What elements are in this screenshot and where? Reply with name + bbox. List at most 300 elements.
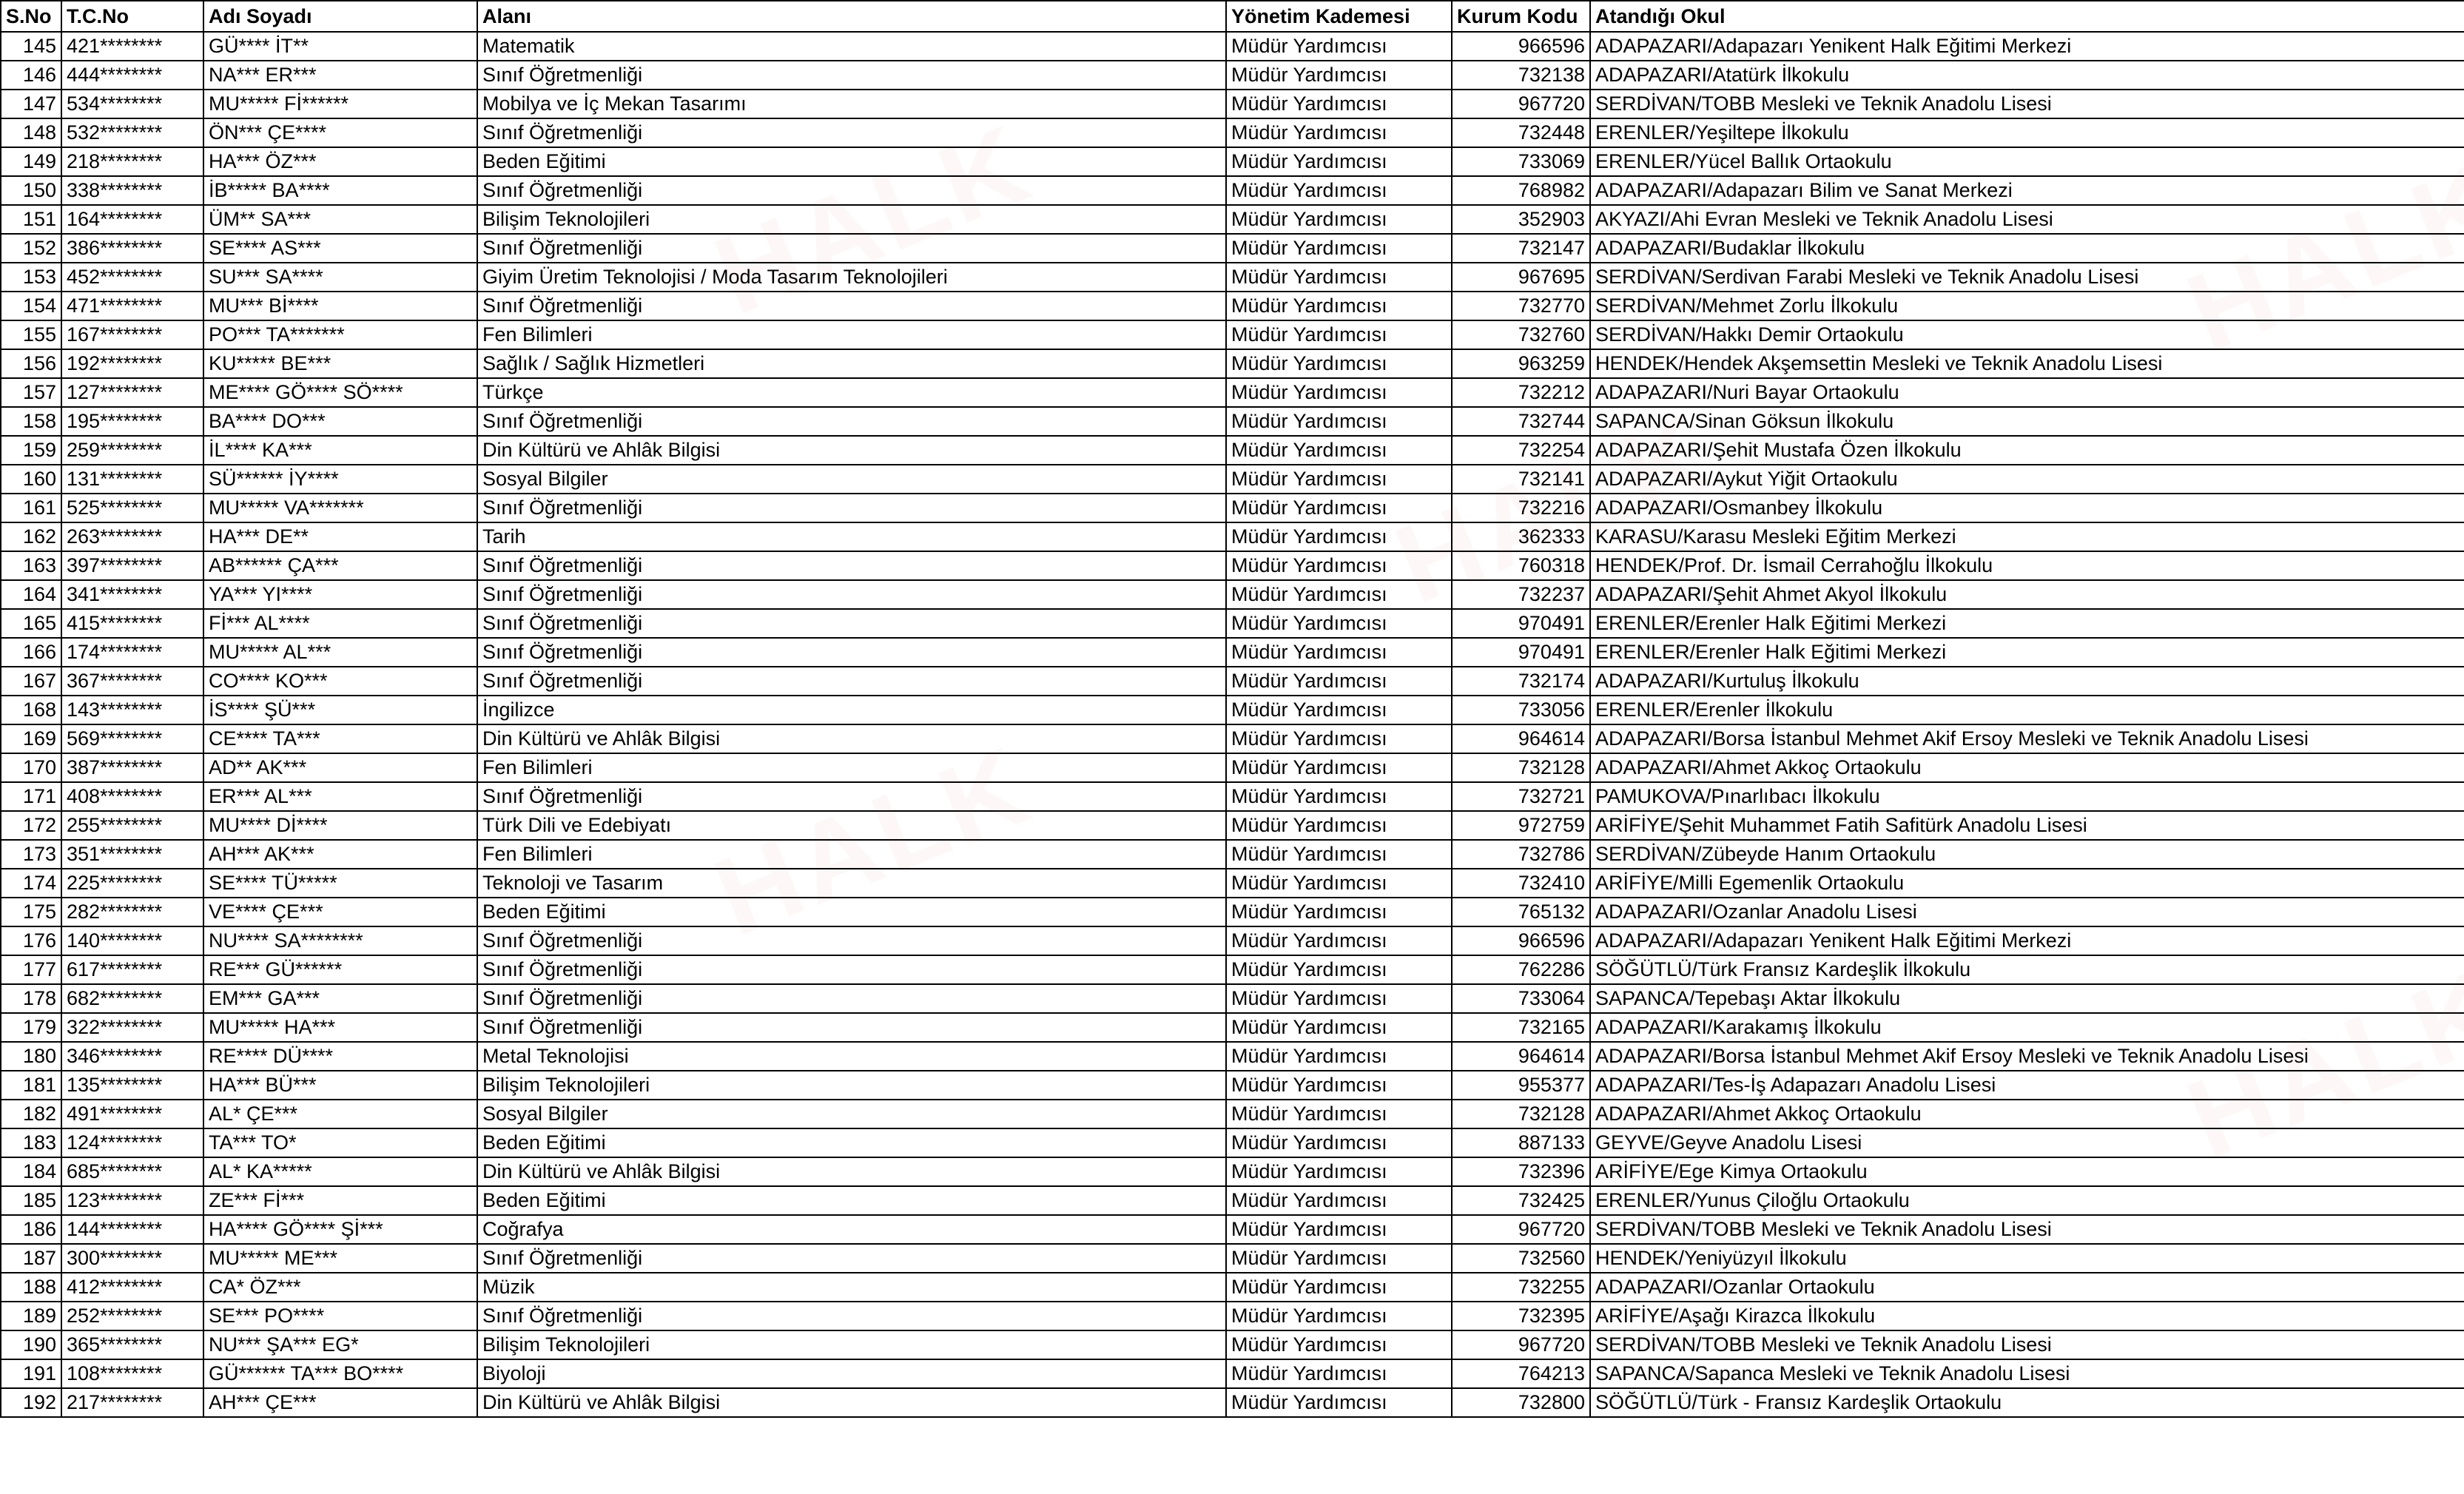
level-cell: Müdür Yardımcısı (1226, 955, 1452, 984)
school-cell: ERENLER/Erenler Halk Eğitimi Merkezi (1590, 638, 2464, 667)
table-row (1, 724, 2464, 753)
school-cell: ADAPAZARI/Ahmet Akkoç Ortaokulu (1590, 1100, 2464, 1128)
name-cell: NA*** ER*** (203, 61, 477, 90)
code-cell: 732744 (1452, 407, 1590, 436)
field-cell: Din Kültürü ve Ahlâk Bilgisi (477, 436, 1226, 465)
sno-cell: 176 (1, 926, 61, 955)
table-row (1, 667, 2464, 696)
field-cell: Sınıf Öğretmenliği (477, 782, 1226, 811)
table-row (1, 205, 2464, 234)
level-cell: Müdür Yardımcısı (1226, 147, 1452, 176)
level-cell: Müdür Yardımcısı (1226, 349, 1452, 378)
school-cell: ADAPAZARI/Borsa İstanbul Mehmet Akif Ersoy Mesleki ve Teknik Anadolu Lisesi (1590, 724, 2464, 753)
name-cell: BA**** DO*** (203, 407, 477, 436)
name-cell: İS**** ŞÜ*** (203, 696, 477, 724)
header-cell-level: Yönetim Kademesi (1226, 1, 1452, 32)
school-cell: SERDİVAN/Zübeyde Hanım Ortaokulu (1590, 840, 2464, 869)
level-cell: Müdür Yardımcısı (1226, 378, 1452, 407)
tcno-cell: 127******** (61, 378, 203, 407)
tcno-cell: 144******** (61, 1215, 203, 1244)
code-cell: 967695 (1452, 263, 1590, 292)
sno-cell: 180 (1, 1042, 61, 1071)
level-cell: Müdür Yardımcısı (1226, 753, 1452, 782)
tcno-cell: 217******** (61, 1388, 203, 1417)
name-cell: HA*** ÖZ*** (203, 147, 477, 176)
field-cell: Beden Eğitimi (477, 147, 1226, 176)
level-cell: Müdür Yardımcısı (1226, 1359, 1452, 1388)
tcno-cell: 452******** (61, 263, 203, 292)
field-cell: Matematik (477, 32, 1226, 61)
code-cell: 732212 (1452, 378, 1590, 407)
code-cell: 732770 (1452, 292, 1590, 320)
name-cell: HA**** GÖ**** Şİ*** (203, 1215, 477, 1244)
code-cell: 732138 (1452, 61, 1590, 90)
sno-cell: 163 (1, 551, 61, 580)
name-cell: AL* ÇE*** (203, 1100, 477, 1128)
table-row (1, 320, 2464, 349)
sno-cell: 146 (1, 61, 61, 90)
school-cell: ADAPAZARI/Nuri Bayar Ortaokulu (1590, 378, 2464, 407)
table-row (1, 234, 2464, 263)
sno-cell: 153 (1, 263, 61, 292)
level-cell: Müdür Yardımcısı (1226, 407, 1452, 436)
code-cell: 732147 (1452, 234, 1590, 263)
school-cell: ADAPAZARI/Adapazarı Yenikent Halk Eğitimi Merkezi (1590, 926, 2464, 955)
sno-cell: 192 (1, 1388, 61, 1417)
code-cell: 732395 (1452, 1302, 1590, 1330)
level-cell: Müdür Yardımcısı (1226, 61, 1452, 90)
tcno-cell: 387******** (61, 753, 203, 782)
sno-cell: 171 (1, 782, 61, 811)
name-cell: AD** AK*** (203, 753, 477, 782)
code-cell: 765132 (1452, 898, 1590, 926)
school-cell: SÖĞÜTLÜ/Türk - Fransız Kardeşlik Ortaokulu (1590, 1388, 2464, 1417)
tcno-cell: 300******** (61, 1244, 203, 1273)
table-row (1, 1388, 2464, 1417)
tcno-cell: 167******** (61, 320, 203, 349)
name-cell: EM*** GA*** (203, 984, 477, 1013)
sno-cell: 184 (1, 1157, 61, 1186)
table-row (1, 696, 2464, 724)
level-cell: Müdür Yardımcısı (1226, 811, 1452, 840)
code-cell: 967720 (1452, 1330, 1590, 1359)
sno-cell: 154 (1, 292, 61, 320)
code-cell: 732128 (1452, 1100, 1590, 1128)
level-cell: Müdür Yardımcısı (1226, 638, 1452, 667)
name-cell: AL* KA***** (203, 1157, 477, 1186)
field-cell: Sınıf Öğretmenliği (477, 609, 1226, 638)
table-row (1, 147, 2464, 176)
field-cell: Sınıf Öğretmenliği (477, 494, 1226, 522)
level-cell: Müdür Yardımcısı (1226, 494, 1452, 522)
name-cell: HA*** BÜ*** (203, 1071, 477, 1100)
name-cell: GÜ**** İT** (203, 32, 477, 61)
school-cell: SERDİVAN/TOBB Mesleki ve Teknik Anadolu Lisesi (1590, 1215, 2464, 1244)
field-cell: Sınıf Öğretmenliği (477, 176, 1226, 205)
field-cell: Sınıf Öğretmenliği (477, 118, 1226, 147)
tcno-cell: 341******** (61, 580, 203, 609)
name-cell: YA*** YI**** (203, 580, 477, 609)
field-cell: Biyoloji (477, 1359, 1226, 1388)
table-row (1, 32, 2464, 61)
table-row (1, 118, 2464, 147)
level-cell: Müdür Yardımcısı (1226, 609, 1452, 638)
school-cell: ADAPAZARI/Adapazarı Yenikent Halk Eğitimi Merkezi (1590, 32, 2464, 61)
sno-cell: 147 (1, 90, 61, 118)
level-cell: Müdür Yardımcısı (1226, 118, 1452, 147)
tcno-cell: 282******** (61, 898, 203, 926)
sno-cell: 188 (1, 1273, 61, 1302)
tcno-cell: 685******** (61, 1157, 203, 1186)
sno-cell: 161 (1, 494, 61, 522)
name-cell: MU*** Bİ**** (203, 292, 477, 320)
school-cell: ERENLER/Erenler Halk Eğitimi Merkezi (1590, 609, 2464, 638)
tcno-cell: 444******** (61, 61, 203, 90)
name-cell: AB****** ÇA*** (203, 551, 477, 580)
sno-cell: 181 (1, 1071, 61, 1100)
table-row (1, 984, 2464, 1013)
school-cell: ADAPAZARI/Osmanbey İlkokulu (1590, 494, 2464, 522)
level-cell: Müdür Yardımcısı (1226, 1100, 1452, 1128)
table-header-row (1, 1, 2464, 32)
tcno-cell: 346******** (61, 1042, 203, 1071)
tcno-cell: 351******** (61, 840, 203, 869)
sno-cell: 187 (1, 1244, 61, 1273)
level-cell: Müdür Yardımcısı (1226, 1042, 1452, 1071)
field-cell: Din Kültürü ve Ahlâk Bilgisi (477, 724, 1226, 753)
table-row (1, 263, 2464, 292)
field-cell: Sınıf Öğretmenliği (477, 1013, 1226, 1042)
tcno-cell: 322******** (61, 1013, 203, 1042)
name-cell: SE**** AS*** (203, 234, 477, 263)
table-row (1, 1215, 2464, 1244)
sno-cell: 168 (1, 696, 61, 724)
code-cell: 732174 (1452, 667, 1590, 696)
tcno-cell: 412******** (61, 1273, 203, 1302)
table-row (1, 1186, 2464, 1215)
field-cell: Bilişim Teknolojileri (477, 1330, 1226, 1359)
code-cell: 966596 (1452, 32, 1590, 61)
name-cell: KU***** BE*** (203, 349, 477, 378)
name-cell: CE**** TA*** (203, 724, 477, 753)
school-cell: PAMUKOVA/Pınarlıbacı İlkokulu (1590, 782, 2464, 811)
table-row (1, 292, 2464, 320)
table-row (1, 1302, 2464, 1330)
name-cell: VE**** ÇE*** (203, 898, 477, 926)
table-row (1, 90, 2464, 118)
name-cell: SU*** SA**** (203, 263, 477, 292)
level-cell: Müdür Yardımcısı (1226, 1186, 1452, 1215)
field-cell: Sınıf Öğretmenliği (477, 234, 1226, 263)
level-cell: Müdür Yardımcısı (1226, 667, 1452, 696)
level-cell: Müdür Yardımcısı (1226, 1128, 1452, 1157)
sno-cell: 173 (1, 840, 61, 869)
school-cell: HENDEK/Prof. Dr. İsmail Cerrahoğlu İlkokulu (1590, 551, 2464, 580)
code-cell: 732786 (1452, 840, 1590, 869)
level-cell: Müdür Yardımcısı (1226, 1330, 1452, 1359)
field-cell: Fen Bilimleri (477, 840, 1226, 869)
code-cell: 970491 (1452, 638, 1590, 667)
sno-cell: 189 (1, 1302, 61, 1330)
field-cell: Sınıf Öğretmenliği (477, 926, 1226, 955)
sno-cell: 170 (1, 753, 61, 782)
level-cell: Müdür Yardımcısı (1226, 320, 1452, 349)
school-cell: ADAPAZARI/Budaklar İlkokulu (1590, 234, 2464, 263)
code-cell: 733056 (1452, 696, 1590, 724)
code-cell: 732255 (1452, 1273, 1590, 1302)
table-row (1, 378, 2464, 407)
school-cell: ERENLER/Yunus Çiloğlu Ortaokulu (1590, 1186, 2464, 1215)
sno-cell: 183 (1, 1128, 61, 1157)
sno-cell: 162 (1, 522, 61, 551)
level-cell: Müdür Yardımcısı (1226, 724, 1452, 753)
table-row (1, 1042, 2464, 1071)
field-cell: Bilişim Teknolojileri (477, 1071, 1226, 1100)
field-cell: Sınıf Öğretmenliği (477, 407, 1226, 436)
tcno-cell: 534******** (61, 90, 203, 118)
sno-cell: 166 (1, 638, 61, 667)
table-row (1, 349, 2464, 378)
table-row (1, 551, 2464, 580)
level-cell: Müdür Yardımcısı (1226, 1388, 1452, 1417)
header-cell-name: Adı Soyadı (203, 1, 477, 32)
level-cell: Müdür Yardımcısı (1226, 522, 1452, 551)
school-cell: ADAPAZARI/Ahmet Akkoç Ortaokulu (1590, 753, 2464, 782)
sno-cell: 145 (1, 32, 61, 61)
field-cell: Sınıf Öğretmenliği (477, 1244, 1226, 1273)
name-cell: MU***** VA******* (203, 494, 477, 522)
school-cell: SERDİVAN/Hakkı Demir Ortaokulu (1590, 320, 2464, 349)
school-cell: ADAPAZARI/Ozanlar Ortaokulu (1590, 1273, 2464, 1302)
table-row (1, 176, 2464, 205)
field-cell: İngilizce (477, 696, 1226, 724)
field-cell: Coğrafya (477, 1215, 1226, 1244)
code-cell: 733064 (1452, 984, 1590, 1013)
school-cell: ADAPAZARI/Atatürk İlkokulu (1590, 61, 2464, 90)
school-cell: HENDEK/Yeniyüzyıl İlkokulu (1590, 1244, 2464, 1273)
code-cell: 732560 (1452, 1244, 1590, 1273)
code-cell: 732800 (1452, 1388, 1590, 1417)
sno-cell: 152 (1, 234, 61, 263)
header-cell-field: Alanı (477, 1, 1226, 32)
field-cell: Sınıf Öğretmenliği (477, 984, 1226, 1013)
level-cell: Müdür Yardımcısı (1226, 1302, 1452, 1330)
code-cell: 768982 (1452, 176, 1590, 205)
level-cell: Müdür Yardımcısı (1226, 176, 1452, 205)
tcno-cell: 135******** (61, 1071, 203, 1100)
tcno-cell: 195******** (61, 407, 203, 436)
sno-cell: 167 (1, 667, 61, 696)
field-cell: Sosyal Bilgiler (477, 1100, 1226, 1128)
name-cell: MU***** Fİ****** (203, 90, 477, 118)
table-row (1, 580, 2464, 609)
school-cell: ARİFİYE/Ege Kimya Ortaokulu (1590, 1157, 2464, 1186)
name-cell: MU***** ME*** (203, 1244, 477, 1273)
sno-cell: 175 (1, 898, 61, 926)
school-cell: SERDİVAN/Serdivan Farabi Mesleki ve Teknik Anadolu Lisesi (1590, 263, 2464, 292)
level-cell: Müdür Yardımcısı (1226, 782, 1452, 811)
tcno-cell: 386******** (61, 234, 203, 263)
field-cell: Fen Bilimleri (477, 753, 1226, 782)
field-cell: Sosyal Bilgiler (477, 465, 1226, 494)
code-cell: 762286 (1452, 955, 1590, 984)
field-cell: Beden Eğitimi (477, 1128, 1226, 1157)
table-row (1, 465, 2464, 494)
name-cell: ÜM** SA*** (203, 205, 477, 234)
name-cell: NU*** ŞA*** EG* (203, 1330, 477, 1359)
sno-cell: 169 (1, 724, 61, 753)
table-row (1, 753, 2464, 782)
table-row (1, 840, 2464, 869)
level-cell: Müdür Yardımcısı (1226, 465, 1452, 494)
code-cell: 732254 (1452, 436, 1590, 465)
name-cell: HA*** DE** (203, 522, 477, 551)
table-row (1, 869, 2464, 898)
level-cell: Müdür Yardımcısı (1226, 1273, 1452, 1302)
table-row (1, 1244, 2464, 1273)
school-cell: ADAPAZARI/Şehit Ahmet Akyol İlkokulu (1590, 580, 2464, 609)
table-row (1, 494, 2464, 522)
level-cell: Müdür Yardımcısı (1226, 926, 1452, 955)
school-cell: ADAPAZARI/Karakamış İlkokulu (1590, 1013, 2464, 1042)
name-cell: İL**** KA*** (203, 436, 477, 465)
code-cell: 887133 (1452, 1128, 1590, 1157)
tcno-cell: 525******** (61, 494, 203, 522)
tcno-cell: 367******** (61, 667, 203, 696)
code-cell: 967720 (1452, 90, 1590, 118)
sno-cell: 151 (1, 205, 61, 234)
school-cell: SERDİVAN/TOBB Mesleki ve Teknik Anadolu Lisesi (1590, 1330, 2464, 1359)
code-cell: 732760 (1452, 320, 1590, 349)
table-row (1, 926, 2464, 955)
field-cell: Sınıf Öğretmenliği (477, 1302, 1226, 1330)
sno-cell: 157 (1, 378, 61, 407)
field-cell: Beden Eğitimi (477, 898, 1226, 926)
code-cell: 732396 (1452, 1157, 1590, 1186)
table-row (1, 1071, 2464, 1100)
table-row (1, 898, 2464, 926)
name-cell: MU***** AL*** (203, 638, 477, 667)
table-row (1, 955, 2464, 984)
name-cell: ME**** GÖ**** SÖ**** (203, 378, 477, 407)
level-cell: Müdür Yardımcısı (1226, 292, 1452, 320)
school-cell: AKYAZI/Ahi Evran Mesleki ve Teknik Anadolu Lisesi (1590, 205, 2464, 234)
tcno-cell: 259******** (61, 436, 203, 465)
code-cell: 964614 (1452, 1042, 1590, 1071)
tcno-cell: 255******** (61, 811, 203, 840)
table-body (1, 32, 2464, 1417)
code-cell: 967720 (1452, 1215, 1590, 1244)
code-cell: 963259 (1452, 349, 1590, 378)
name-cell: CA* ÖZ*** (203, 1273, 477, 1302)
table-row (1, 1157, 2464, 1186)
school-cell: ADAPAZARI/Adapazarı Bilim ve Sanat Merkezi (1590, 176, 2464, 205)
name-cell: ÖN*** ÇE**** (203, 118, 477, 147)
tcno-cell: 123******** (61, 1186, 203, 1215)
name-cell: AH*** AK*** (203, 840, 477, 869)
level-cell: Müdür Yardımcısı (1226, 580, 1452, 609)
tcno-cell: 415******** (61, 609, 203, 638)
table-row (1, 1273, 2464, 1302)
school-cell: ARİFİYE/Şehit Muhammet Fatih Safitürk Anadolu Lisesi (1590, 811, 2464, 840)
header-cell-tcno: T.C.No (61, 1, 203, 32)
code-cell: 732216 (1452, 494, 1590, 522)
sno-cell: 172 (1, 811, 61, 840)
tcno-cell: 131******** (61, 465, 203, 494)
field-cell: Sağlık / Sağlık Hizmetleri (477, 349, 1226, 378)
code-cell: 964614 (1452, 724, 1590, 753)
sno-cell: 158 (1, 407, 61, 436)
tcno-cell: 421******** (61, 32, 203, 61)
name-cell: SÜ****** İY**** (203, 465, 477, 494)
school-cell: SAPANCA/Tepebaşı Aktar İlkokulu (1590, 984, 2464, 1013)
school-cell: ADAPAZARI/Kurtuluş İlkokulu (1590, 667, 2464, 696)
sno-cell: 148 (1, 118, 61, 147)
level-cell: Müdür Yardımcısı (1226, 205, 1452, 234)
header-cell-school: Atandığı Okul (1590, 1, 2464, 32)
code-cell: 760318 (1452, 551, 1590, 580)
name-cell: NU**** SA******** (203, 926, 477, 955)
table-row (1, 1128, 2464, 1157)
field-cell: Beden Eğitimi (477, 1186, 1226, 1215)
sno-cell: 178 (1, 984, 61, 1013)
tcno-cell: 108******** (61, 1359, 203, 1388)
code-cell: 732425 (1452, 1186, 1590, 1215)
level-cell: Müdür Yardımcısı (1226, 840, 1452, 869)
name-cell: RE**** DÜ**** (203, 1042, 477, 1071)
sno-cell: 177 (1, 955, 61, 984)
tcno-cell: 569******** (61, 724, 203, 753)
table-row (1, 407, 2464, 436)
level-cell: Müdür Yardımcısı (1226, 436, 1452, 465)
name-cell: İB***** BA**** (203, 176, 477, 205)
sno-cell: 164 (1, 580, 61, 609)
sno-cell: 159 (1, 436, 61, 465)
code-cell: 970491 (1452, 609, 1590, 638)
school-cell: ERENLER/Yeşiltepe İlkokulu (1590, 118, 2464, 147)
level-cell: Müdür Yardımcısı (1226, 898, 1452, 926)
code-cell: 732165 (1452, 1013, 1590, 1042)
level-cell: Müdür Yardımcısı (1226, 1215, 1452, 1244)
tcno-cell: 408******** (61, 782, 203, 811)
name-cell: TA*** TO* (203, 1128, 477, 1157)
table-row (1, 638, 2464, 667)
code-cell: 732410 (1452, 869, 1590, 898)
table-row (1, 436, 2464, 465)
code-cell: 362333 (1452, 522, 1590, 551)
sno-cell: 155 (1, 320, 61, 349)
field-cell: Sınıf Öğretmenliği (477, 292, 1226, 320)
field-cell: Bilişim Teknolojileri (477, 205, 1226, 234)
sno-cell: 160 (1, 465, 61, 494)
sno-cell: 185 (1, 1186, 61, 1215)
level-cell: Müdür Yardımcısı (1226, 90, 1452, 118)
name-cell: CO**** KO*** (203, 667, 477, 696)
level-cell: Müdür Yardımcısı (1226, 1013, 1452, 1042)
field-cell: Tarih (477, 522, 1226, 551)
school-cell: SERDİVAN/TOBB Mesleki ve Teknik Anadolu Lisesi (1590, 90, 2464, 118)
field-cell: Sınıf Öğretmenliği (477, 955, 1226, 984)
code-cell: 732128 (1452, 753, 1590, 782)
school-cell: ADAPAZARI/Aykut Yiğit Ortaokulu (1590, 465, 2464, 494)
tcno-cell: 143******** (61, 696, 203, 724)
field-cell: Sınıf Öğretmenliği (477, 551, 1226, 580)
level-cell: Müdür Yardımcısı (1226, 1244, 1452, 1273)
tcno-cell: 682******** (61, 984, 203, 1013)
school-cell: ADAPAZARI/Borsa İstanbul Mehmet Akif Ersoy Mesleki ve Teknik Anadolu Lisesi (1590, 1042, 2464, 1071)
name-cell: Fİ*** AL**** (203, 609, 477, 638)
level-cell: Müdür Yardımcısı (1226, 1157, 1452, 1186)
